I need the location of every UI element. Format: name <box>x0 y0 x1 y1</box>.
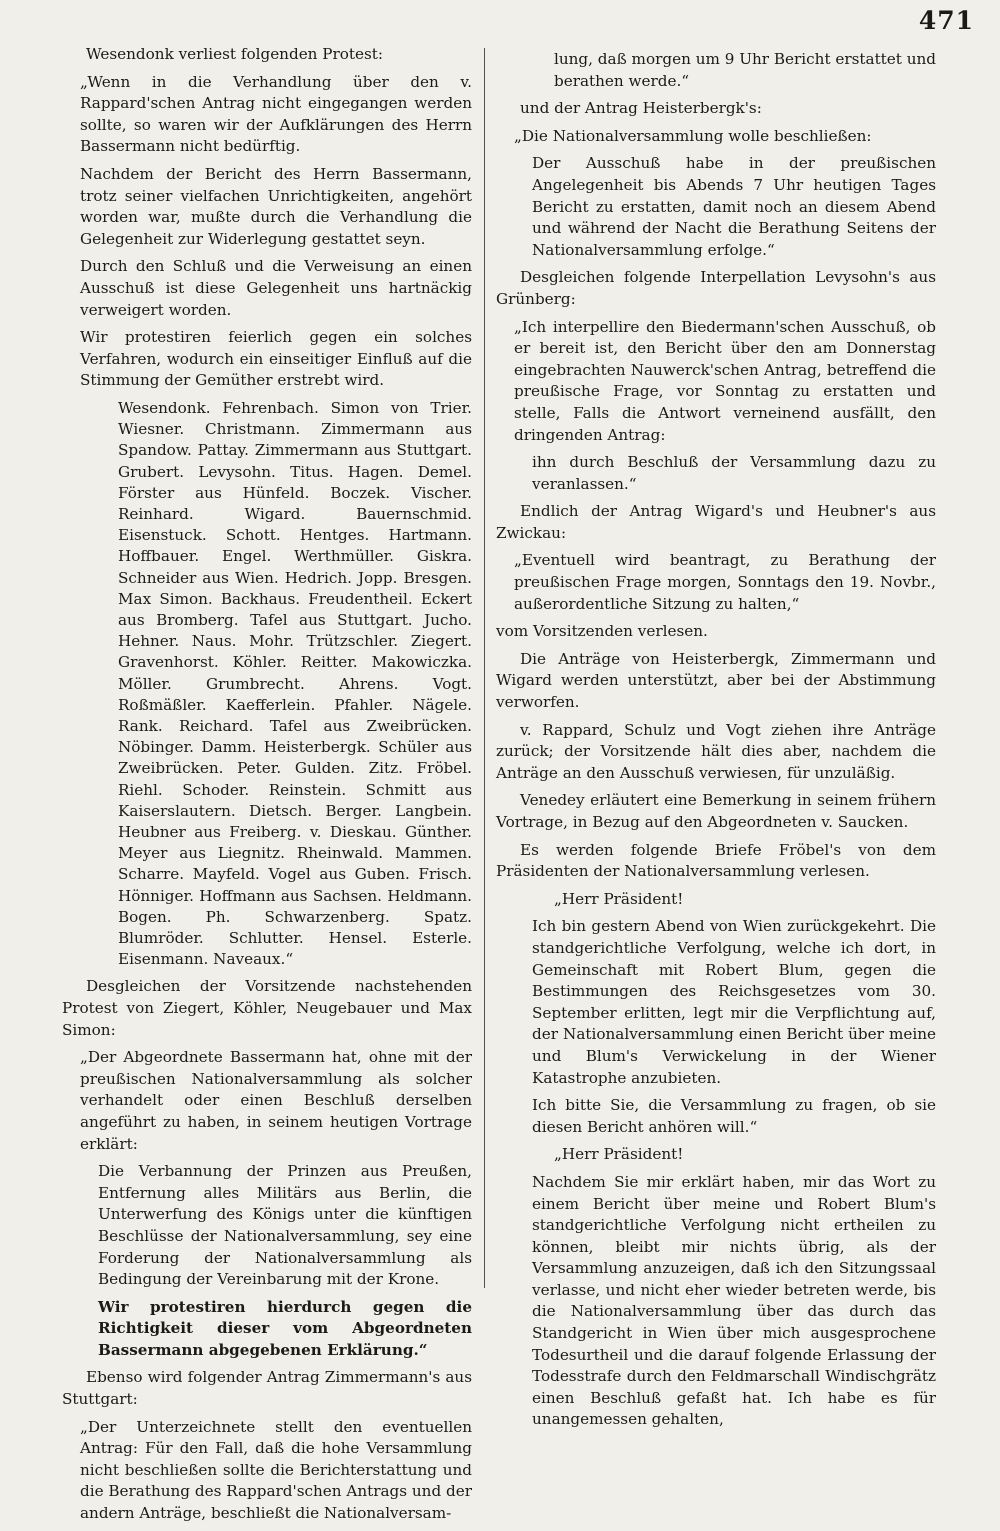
paragraph: Nachdem der Bericht des Herrn Bassermann, trotz seiner vielfachen Unrichtigkeiten, angehört worden war, mußte durch die Verhandlung die Gelegenheit zur Widerlegung gestattet seyn. <box>80 164 472 248</box>
paragraph: „Wenn in die Verhandlung über den v. Rappard'schen Antrag nicht eingegangen werden sollte, so waren wir der Aufklärungen des Herrn Bassermann nicht bedürftig. <box>80 72 472 156</box>
paragraph: Ebenso wird folgender Antrag Zimmermann's aus Stuttgart: <box>62 1368 472 1409</box>
paragraph: und der Antrag Heisterbergk's: <box>520 99 762 118</box>
paragraph: Wesendonk verliest folgenden Protest: <box>86 45 384 63</box>
paragraph: Desgleichen folgende Interpellation Levysohn's aus Grünberg: <box>496 268 936 308</box>
paragraph: vom Vorsitzenden verlesen. <box>496 622 708 641</box>
paragraph: Wir protestiren hierdurch gegen die Richtigkeit dieser vom Abgeordneten Bassermann abgegebenen Erklärung.“ <box>98 1297 472 1359</box>
paragraph: „Der Abgeordnete Bassermann hat, ohne mit der preußischen Nationalversammlung als solcher verhandelt oder einen Beschluß derselben angeführt zu haben, in seinem heutigen Vortrage erklärt: <box>80 1048 472 1153</box>
letter-salutation: „Herr Präsident! <box>554 1145 684 1164</box>
paragraph: Der Ausschuß habe in der preußischen Angelegenheit bis Abends 7 Uhr heutigen Tages Bericht zu erstatten, damit noch an diesem Abend und während der Nacht die Berathung Seitens der Nationalversammlung erfolge.“ <box>532 154 936 259</box>
paragraph: Es werden folgende Briefe Fröbel's von dem Präsidenten der Nationalversammlung verlesen. <box>496 840 936 881</box>
paragraph: Desgleichen der Vorsitzende nachstehenden Protest von Ziegert, Köhler, Neugebauer und Max Simon: <box>62 977 472 1039</box>
paragraph: Ich bitte Sie, die Versammlung zu fragen, ob sie diesen Bericht anhören will.“ <box>532 1096 936 1136</box>
paragraph: Venedey erläutert eine Bemerkung in seinem frühern Vortrage, in Bezug auf den Abgeordneten v. Saucken. <box>496 791 936 831</box>
paragraph: Durch den Schluß und die Verweisung an einen Ausschuß ist diese Gelegenheit uns hartnäckig verweigert worden. <box>80 257 472 319</box>
paragraph: Wir protestiren feierlich gegen ein solches Verfahren, wodurch ein einseitiger Einfluß auf die Stimmung der Gemüther erstrebt wird. <box>80 328 472 390</box>
paragraph: v. Rappard, Schulz und Vogt ziehen ihre Anträge zurück; der Vorsitzende hält dies aber, nachdem die Anträge an den Ausschuß verwiesen, für unzuläßig. <box>496 720 936 782</box>
page-number: 471 <box>918 6 974 35</box>
paragraph: ihn durch Beschluß der Versammlung dazu zu veranlassen.“ <box>532 453 936 493</box>
signatory-list: Wesendonk. Fehrenbach. Simon von Trier. Wiesner. Christmann. Zimmermann aus Spandow. Pattay. Zimmermann aus Stuttgart. Grubert. Levysohn. Titus. Hagen. Demel. Förster aus Hünfeld. Boczek. Vischer. Reinhard. Wigard. Bauernschmid. Eisenstuck. Schott. Hentges. Hartmann. Hoffbauer. Engel. Werthmüller. Giskra. Schneider aus Wien. Hedrich. Jopp. Bresgen. Max Simon. Backhaus. Freudentheil. Eckert aus Bromberg. Tafel aus Stuttgart. Jucho. Hehner. Naus. Mohr. Trützschler. Ziegert. Gravenhorst. Köhler. Reitter. Makowiczka. Möller. Grumbrecht. Ahrens. Vogt. Roßmäßler. Kaefferlein. Pfahler. Nägele. Rank. Reichard. Tafel aus Zweibrücken. Nöbinger. Damm. Heisterbergk. Schüler aus Zweibrücken. Peter. Gulden. Zitz. Fröbel. Riehl. Schoder. Reinstein. Schmitt aus Kaiserslautern. Dietsch. Berger. Langbein. Heubner aus Freiberg. v. Dieskau. Günther. Meyer aus Liegnitz. Rheinwald. Mammen. Scharre. Mayfeld. Vogel aus Guben. Frisch. Hönniger. Hoffmann aus Sachsen. Heldmann. Bogen. Ph. Schwarzenberg. Spatz. Blumröder. Schlutter. Hensel. Esterle. Eisenmann. Naveaux.“ <box>118 398 472 969</box>
paragraph: Die Anträge von Heisterbergk, Zimmermann und Wigard werden unterstützt, aber bei der Abstimmung verworfen. <box>496 649 936 712</box>
paragraph: Nachdem Sie mir erklärt haben, mir das Wort zu einem Bericht über meine und Robert Blum's standgerichtliche Verfolgung nicht ertheilen zu können, bleibt mir nichts übrig, als der Versammlung anzuzeigen, daß ich den Sitzungssaal verlasse, und nicht eher wieder betreten werde, bis die Nationalversammlung über das durch das Standgericht in Wien über mich ausgesprochene Todesurtheil und die darauf folgende Erlassung der Todesstrafe durch den Feldmarschall Windischgrätz einen Beschluß gefaßt hat. Ich habe es für unangemessen gehalten, <box>532 1172 936 1429</box>
letter-salutation: „Herr Präsident! <box>554 889 684 908</box>
paragraph: „Ich interpellire den Biedermann'schen Ausschuß, ob er bereit ist, den Bericht über den am Donnerstag eingebrachten Nauwerck'schen Antrag, betreffend die preußische Frage, vor Sonntag zu erstatten und stelle, Falls die Antwort verneinend ausfällt, den dringenden Antrag: <box>514 317 936 444</box>
column-divider <box>484 48 485 1288</box>
paragraph: Endlich der Antrag Wigard's und Heubner's aus Zwickau: <box>496 502 936 542</box>
paragraph: Ich bin gestern Abend von Wien zurückgekehrt. Die standgerichtliche Verfolgung, welche ich dort, in Gemeinschaft mit Robert Blum, gegen die Bestimmungen des Reichsgesetzes vom 30. September erlitten, legt mir die Verpflichtung auf, der Nationalversammlung einen Bericht über meine und Blum's Verwickelung in der Wiener Katastrophe anzubieten. <box>532 917 936 1087</box>
paragraph: „Die Nationalversammlung wolle beschließen: <box>514 126 872 145</box>
paragraph: „Der Unterzeichnete stellt den eventuellen Antrag: Für den Fall, daß die hohe Versammlung nicht beschließen sollte die Berichterstattung und die Berathung des Rappard'schen Antrags und der andern Anträge, beschließt die Nationalversam- <box>80 1417 472 1523</box>
right-column <box>496 49 936 1437</box>
paragraph: „Eventuell wird beantragt, zu Berathung der preußischen Frage morgen, Sonntags den 19. Novbr., außerordentliche Sitzung zu halten,“ <box>514 551 936 613</box>
paragraph: Die Verbannung der Prinzen aus Preußen, Entfernung alles Militärs aus Berlin, die Unterwerfung des Königs unter die künftigen Beschlüsse der Nationalversammlung, sey eine Forderung der Nationalversammlung als Bedingung der Vereinbarung mit der Krone. <box>98 1162 472 1289</box>
paragraph: lung, daß morgen um 9 Uhr Bericht erstattet und berathen werde.“ <box>554 50 936 90</box>
left-column <box>62 44 472 1531</box>
